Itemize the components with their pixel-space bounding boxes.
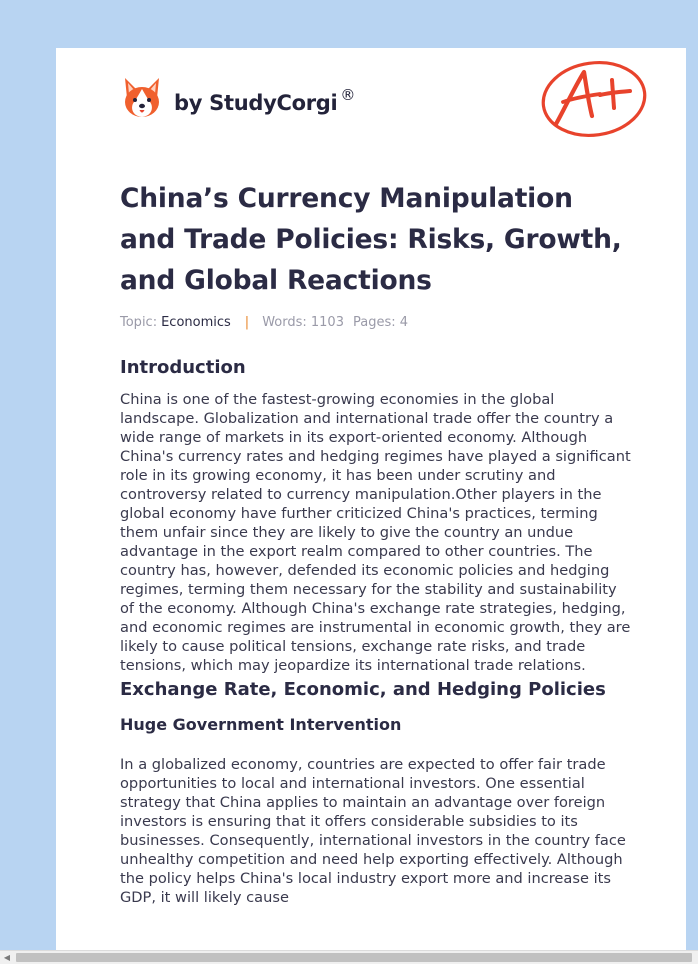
section-heading-introduction: Introduction bbox=[120, 357, 246, 378]
section-body-introduction: China is one of the fastest-growing economies in the global landscape. Globalization and international trade offer the country a wide range of markets in its export-oriented economy. Although China's currency rates and hedging regimes have played a significant role in its growing economy, it has been under scrutiny and controversy related to currency manipulation.Other players in the global economy have further criticized China's practices, terming them unfair since they are likely to give the country an undue advantage in the export realm compared to other countries. The country has, however, defended its economic policies and hedging regimes, terming them necessary for the stability and sustainability of the economy. Although China's exchange rate strategies, hedging, and economic regimes are instrumental in economic growth, they are likely to cause political tensions, exchange rate risks, and trade tensions, which may jeopardize its international trade relations. bbox=[120, 391, 631, 674]
topic-link[interactable]: Economics bbox=[161, 315, 231, 330]
section-body-government-intervention: In a globalized economy, countries are expected to offer fair trade opportunities to local and international investors. One essential strategy that China applies to maintain an advantage over foreign investors is ensuring that it offers considerable subsidies to its businesses. Consequently, international investors in the country face unhealthy competition and need help exporting effectively. Although the policy helps China's local industry export more and increase its GDP, it will likely cause bbox=[120, 756, 626, 906]
registered-mark: ® bbox=[340, 86, 356, 104]
a-plus-grade-icon bbox=[538, 58, 648, 140]
brand-name: by StudyCorgi ® bbox=[174, 86, 356, 115]
page-count: Pages: 4 bbox=[352, 315, 409, 330]
document-page bbox=[56, 48, 686, 950]
article-meta bbox=[120, 315, 632, 330]
scroll-left-arrow-icon[interactable]: ◀ bbox=[3, 953, 11, 962]
word-count: Words: 1103 bbox=[262, 315, 344, 330]
studycorgi-logo[interactable] bbox=[122, 76, 355, 120]
corgi-icon bbox=[122, 76, 162, 120]
article bbox=[120, 178, 632, 907]
topic-label: Topic: bbox=[120, 315, 158, 330]
scrollbar-thumb[interactable] bbox=[16, 953, 692, 962]
section-heading-exchange-rate: Exchange Rate, Economic, and Hedging Policies bbox=[120, 679, 606, 700]
subsection-heading-government-intervention: Huge Government Intervention bbox=[120, 715, 402, 734]
article-title: China’s Currency Manipulation and Trade Policies: Risks, Growth, and Global Reactions bbox=[120, 183, 622, 296]
meta-separator: | bbox=[244, 315, 250, 330]
horizontal-scrollbar[interactable] bbox=[0, 950, 698, 964]
